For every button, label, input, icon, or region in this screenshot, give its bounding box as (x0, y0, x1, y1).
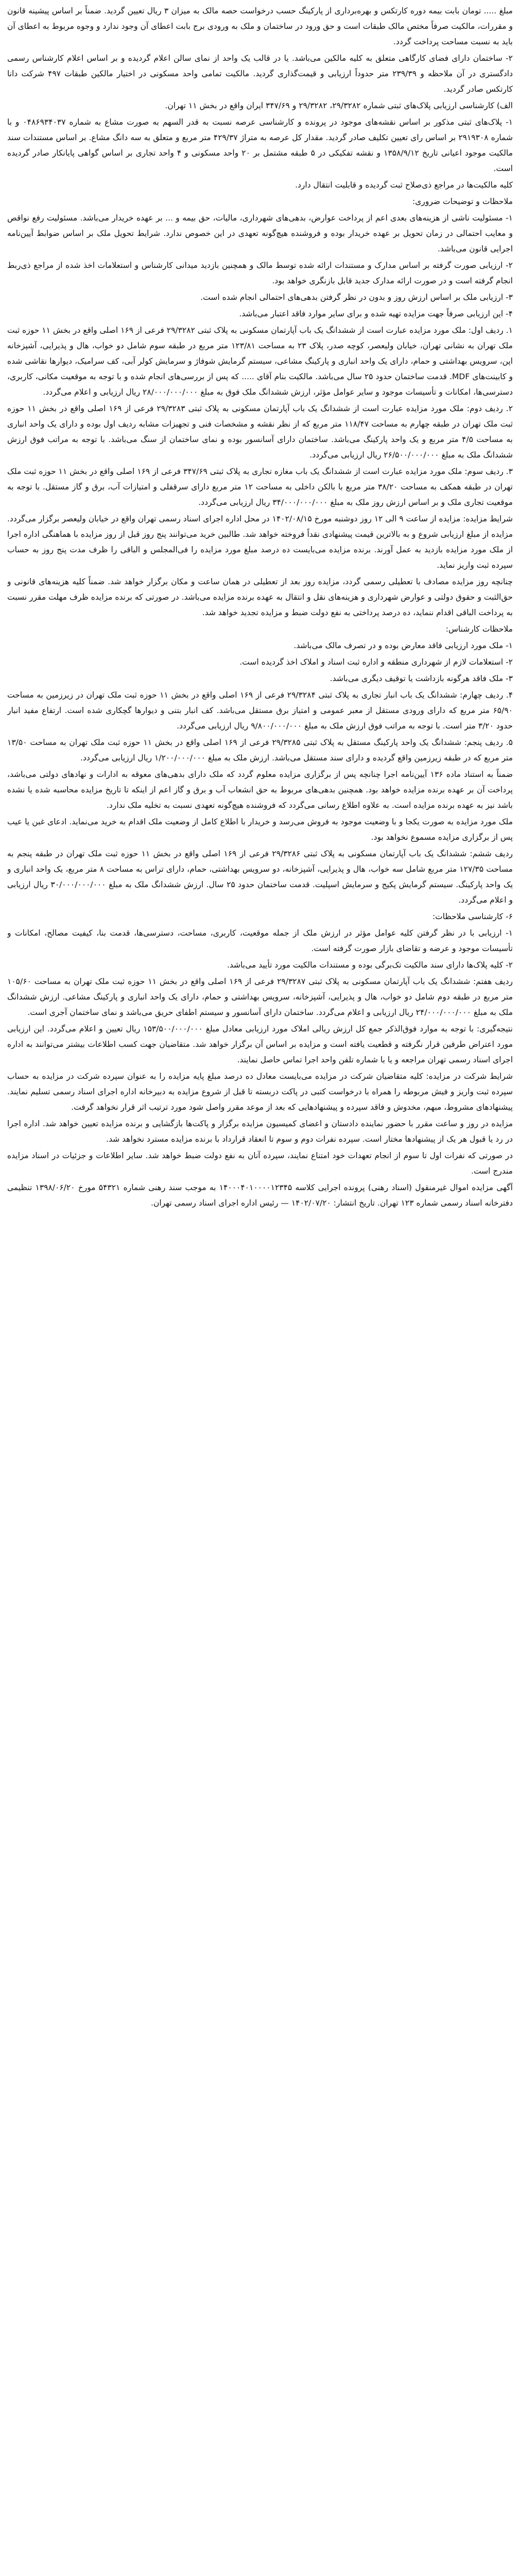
document-body (7, 3, 513, 2576)
paragraph: ۶- کارشناسی ملاحظات: (432, 912, 513, 921)
paragraph: الف) کارشناسی ارزیابی پلاک‌های ثبتی شماره ۲۹/۳۲۸۲، ۲۹/۳۲۸۲ و ۳۴۷/۶۹ ایران واقع در بخش ۱۱ تهران. (165, 101, 513, 110)
paragraph: مزایده در روز و ساعت مقرر با حضور نماینده دادستان و اعضای کمیسیون مزایده برگزار و پاکت‌ها بازگشایی و برنده مزایده تعیین خواهد شد. اداره اجرا در رد یا قبول هر یک از پیشنهادها مختار است. سپرده نفرات دوم و سوم تا انعقاد قرارداد با برنده مزایده مسترد نخواهد شد. (7, 1119, 513, 1144)
paragraph: ردیف ششم: ششدانگ یک باب آپارتمان مسکونی به پلاک ثبتی ۲۹/۳۲۸۶ فرعی از ۱۶۹ اصلی واقع در بخش ۱۱ حوزه ثبت ملک تهران در طبقه پنجم به مساحت ۱۲۷/۳۵ متر مربع شامل سه خواب، هال و پذیرایی، آشپزخانه، دو سرویس بهداشتی، حمام، دارای تراس به مساحت ۸ متر مربع، یک واحد انباری و یک واحد پارکینگ. سیستم گرمایش پکیج و سرمایش اسپلیت. قدمت ساختمان حدود ۲۵ سال. ارزش ششدانگ ملک به مبلغ ۳۰/۰۰۰/۰۰۰/۰۰۰ ریال ارزیابی و اعلام می‌گردد. (7, 849, 513, 905)
paragraph: ملک مورد مزایده به صورت یکجا و با وضعیت موجود به فروش می‌رسد و خریدار با اطلاع کامل از وضعیت ملک اقدام به خرید می‌نماید. ادعای غبن یا عیب پس از برگزاری مزایده مسموع نخواهد بود. (7, 817, 513, 842)
paragraph: چنانچه روز مزایده مصادف با تعطیلی رسمی گردد، مزایده روز بعد از تعطیلی در همان ساعت و مکان برگزار خواهد شد. ضمناً کلیه هزینه‌های قانونی و حق‌الثبت و حقوق دولتی و عوارض شهرداری و هزینه‌های نقل و انتقال به عهده برنده مزایده می‌باشد. در صورتی که برنده مزایده ظرف مهلت مقرر نسبت به پرداخت الباقی اقدام ننماید، ده درصد پرداختی به نفع دولت ضبط و مزایده تجدید خواهد شد. (7, 577, 513, 617)
paragraph: ۱- مسئولیت ناشی از هزینه‌های بعدی اعم از پرداخت عوارض، بدهی‌های شهرداری، مالیات، حق بیمه و ... بر عهده خریدار می‌باشد. مسئولیت رفع نواقص و معایب احتمالی در زمان تحویل بر عهده خریدار بوده و فروشنده هیچ‌گونه تعهدی در این خصوص ندارد. شرایط تحویل ملک بر اساس ضوابط آیین‌نامه اجرایی قانون می‌باشد. (7, 213, 513, 253)
paragraph: ۲- استعلامات لازم از شهرداری منطقه و اداره ثبت اسناد و املاک اخذ گردیده است. (239, 657, 513, 667)
paragraph: آگهی مزایده اموال غیرمنقول (اسناد رهنی) پرونده اجرایی کلاسه ۱۴۰۰۰۴۰۱۰۰۰۰۱۲۳۴۵ به موجب سند رهنی شماره ۵۴۳۲۱ مورخ ۱۳۹۸/۰۶/۲۰ تنظیمی دفترخانه اسناد رسمی شماره ۱۲۳ تهران. تاریخ انتشار: ۱۴۰۲/۰۷/۲۰ — رئیس اداره اجرای اسناد رسمی تهران. (7, 1183, 513, 1208)
paragraph: ملاحظات و توضیحات ضروری: (412, 197, 513, 206)
paragraph: ردیف هفتم: ششدانگ یک باب آپارتمان مسکونی به پلاک ثبتی ۲۹/۳۲۸۷ فرعی از ۱۶۹ اصلی واقع در بخش ۱۱ حوزه ثبت ملک تهران به مساحت ۱۰۵/۶۰ متر مربع در طبقه دوم شامل دو خواب، هال و پذیرایی، آشپزخانه، سرویس بهداشتی و حمام، دارای یک واحد انباری و پارکینگ مشاعی. ارزش ششدانگ ملک به مبلغ ۲۴/۰۰۰/۰۰۰/۰۰۰ ریال ارزیابی و اعلام می‌گردد. ساختمان دارای آسانسور و سیستم اطفای حریق می‌باشد و نمای ساختمان آجری است. (7, 977, 513, 1017)
paragraph: ۲- ساختمان دارای فضای کارگاهی متعلق به کلیه مالکین می‌باشد. یا در قالب یک واحد از نمای سالن اعلام گردیده و بر اساس اعلام کارشناس رسمی دادگستری در آن ملاحظه و ۲۳۹/۳۹ متر حدوداً ارزیابی و قیمت‌گذاری گردید. مالکیت تمامی واحد مسکونی در اختیار مالکین طبقات ۴۹۷ شرکت دانا کارتکس صادر گردید. (7, 54, 513, 94)
paragraph: ۵. ردیف پنجم: ششدانگ یک واحد پارکینگ مستقل به پلاک ثبتی ۲۹/۳۲۸۵ فرعی از ۱۶۹ اصلی واقع در بخش ۱۱ حوزه ثبت ملک تهران به مساحت ۱۳/۵۰ متر مربع که در طبقه زیرزمین واقع گردیده و دارای سند مستقل می‌باشد. ارزش ملک به مبلغ ۱/۲۰۰/۰۰۰/۰۰۰ ریال ارزیابی می‌گردد. (7, 738, 513, 762)
paragraph: ۱- ملک مورد ارزیابی فاقد معارض بوده و در تصرف مالک می‌باشد. (293, 641, 513, 650)
paragraph: ۱- ارزیابی با در نظر گرفتن کلیه عوامل مؤثر در ارزش ملک از جمله موقعیت، کاربری، مساحت، دسترسی‌ها، قدمت بنا، کیفیت مصالح، امکانات و تأسیسات موجود و عرضه و تقاضای بازار صورت گرفته است. (7, 928, 513, 953)
paragraph: ۲. ردیف دوم: ملک مورد مزایده عبارت است از ششدانگ یک باب آپارتمان مسکونی به پلاک ثبتی ۲۹/۳۲۸۳ فرعی از ۱۶۹ اصلی واقع در بخش ۱۱ حوزه ثبت ملک تهران در طبقه چهارم به مساحت ۱۱۸/۴۷ متر مربع که از نظر نقشه و مشخصات فنی و تجهیزات مشابه ردیف اول بوده و دارای یک واحد انباری به مساحت ۴/۵ متر مربع و یک واحد پارکینگ می‌باشد. ساختمان دارای آسانسور بوده و نمای ساختمان از سنگ می‌باشد. با توجه به مراتب فوق ارزش ششدانگ ملک به مبلغ ۲۶/۵۰۰/۰۰۰/۰۰۰ ریال ارزیابی می‌گردد. (7, 404, 513, 460)
paragraph: ۳. ردیف سوم: ملک مورد مزایده عبارت است از ششدانگ یک باب مغازه تجاری به پلاک ثبتی ۳۴۷/۶۹ فرعی از ۱۶۹ اصلی واقع در بخش ۱۱ حوزه ثبت ملک تهران در طبقه همکف به مساحت ۳۸/۲۰ متر مربع با بالکن داخلی به مساحت ۱۲ متر مربع دارای سرقفلی و امتیازات آب، برق و گاز مستقل. با توجه به موقعیت تجاری ملک و بر اساس ارزش روز ملک به مبلغ ۳۴/۰۰۰/۰۰۰/۰۰۰ ریال ارزیابی می‌گردد. (7, 467, 513, 507)
paragraph: ۱. ردیف اول: ملک مورد مزایده عبارت است از ششدانگ یک باب آپارتمان مسکونی به پلاک ثبتی ۲۹/۳۲۸۲ فرعی از ۱۶۹ اصلی واقع در بخش ۱۱ حوزه ثبت ملک تهران به نشانی تهران، خیابان ولیعصر، کوچه صدر، پلاک ۲۳ به مساحت ۱۲۳/۸۱ متر مربع در طبقه سوم شامل دو خواب، هال و پذیرایی، آشپزخانه اپن، سرویس بهداشتی و حمام، دارای یک واحد انباری و پارکینگ مشاعی، سیستم گرمایش شوفاژ و سرمایش کولر آبی، کف سرامیک، دیوارها نقاشی شده و کابینت‌های MDF. قدمت ساختمان حدود ۲۵ سال می‌باشد. مالکیت بنام آقای ..... که پس از بررسی‌های انجام شده و با توجه به موقعیت مکانی، کاربری، دسترسی‌ها، امکانات و تأسیسات موجود و سایر عوامل مؤثر، ارزش ششدانگ ملک فوق به مبلغ ۲۸/۰۰۰/۰۰۰/۰۰۰ ریال ارزیابی و اعلام می‌گردد. (7, 326, 513, 397)
paragraph: در صورتی که نفرات اول تا سوم از انجام تعهدات خود امتناع نمایند، سپرده آنان به نفع دولت ضبط خواهد شد. سایر اطلاعات و جزئیات در اسناد مزایده مندرج است. (7, 1151, 513, 1176)
paragraph: ۲- ارزیابی صورت گرفته بر اساس مدارک و مستندات ارائه شده توسط مالک و همچنین بازدید میدانی کارشناس و استعلامات اخذ شده از مراجع ذی‌ربط انجام گرفته است و در صورت ارائه مدارک جدید قابل بازنگری خواهد بود. (7, 261, 513, 285)
paragraph: ضمناً به استناد ماده ۱۳۶ آیین‌نامه اجرا چنانچه پس از برگزاری مزایده معلوم گردد که ملک دارای بدهی‌های معوقه به ادارات و نهادهای دولتی می‌باشد، پرداخت آن بر عهده برنده مزایده خواهد بود. همچنین بدهی‌های مربوط به حق انشعاب آب و برق و گاز اعم از اینکه تا تاریخ مزایده محاسبه شده یا نشده باشد نیز به عهده برنده مزایده است. به علاوه اطلاع رسانی می‌گردد که فروشنده هیچ‌گونه تعهدی نسبت به تخلیه ملک ندارد. (7, 770, 513, 810)
paragraph: نتیجه‌گیری: با توجه به موارد فوق‌الذکر جمع کل ارزش ریالی املاک مورد ارزیابی معادل مبلغ ۱۵۳/۵۰۰/۰۰۰/۰۰۰ ریال تعیین و اعلام می‌گردد. این ارزیابی مورد اعتراض طرفین قرار نگرفته و قطعیت یافته است و مزایده بر اساس آن برگزار خواهد شد. متقاضیان جهت کسب اطلاعات بیشتر می‌توانند به اداره اجرای اسناد رسمی تهران مراجعه و یا با شماره تلفن واحد اجرا تماس حاصل نمایند. (7, 1024, 513, 1064)
paragraph: شرایط شرکت در مزایده: کلیه متقاضیان شرکت در مزایده می‌بایست معادل ده درصد مبلغ پایه مزایده را به عنوان سپرده شرکت در مزایده به حساب سپرده ثبت واریز و فیش مربوطه را همراه با درخواست کتبی در پاکت دربسته تا قبل از شروع مزایده به دبیرخانه اداره اجرای اسناد رسمی تسلیم نمایند. پیشنهادهای مشروط، مبهم، مخدوش و فاقد سپرده و پیشنهادهایی که بعد از موعد مقرر واصل شود مورد ترتیب اثر قرار نخواهد گرفت. (7, 1072, 513, 1112)
paragraph: ۴- این ارزیابی صرفاً جهت مزایده تهیه شده و برای سایر موارد فاقد اعتبار می‌باشد. (239, 309, 513, 318)
paragraph: ملاحظات کارشناس: (445, 624, 513, 634)
paragraph: کلیه مالکیت‌ها در مراجع ذی‌صلاح ثبت گردیده و قابلیت انتقال دارد. (295, 180, 513, 190)
paragraph: ۲- کلیه پلاک‌ها دارای سند مالکیت تک‌برگی بوده و مستندات مالکیت مورد تأیید می‌باشد. (227, 960, 513, 970)
paragraph: ۱- پلاک‌های ثبتی مذکور بر اساس نقشه‌های موجود در پرونده و کارشناسی عرصه نسبت به قدر السهم به صورت مشاع به شماره ۰۴۸۶۹۳۴۰۳۷ و با شماره ۲۹۱۹۳۰۸ بر اساس رای تعیین تکلیف صادر گردید. مقدار کل عرصه به متراژ ۴۲۹/۳۷ متر مربع و متعلق به سه دانگ مشاع. بر اساس مستندات سند مالکیت موجود اعیانی تاریخ ۱۳۵۸/۹/۱۲ و نقشه تفکیکی در ۵ طبقه مشتمل بر ۲۰ واحد مسکونی و ۴ واحد تجاری بر اساس گواهی پایانکار صادر گردیده است. (7, 117, 513, 173)
paragraph: ۴. ردیف چهارم: ششدانگ یک باب انبار تجاری به پلاک ثبتی ۲۹/۳۲۸۴ فرعی از ۱۶۹ اصلی واقع در بخش ۱۱ حوزه ثبت ملک تهران در زیرزمین به مساحت ۶۵/۹۰ متر مربع که دارای ورودی مستقل از معبر عمومی و امتیاز برق مستقل می‌باشد. کف انبار بتنی و دیوارها گچکاری شده است. ارتفاع مفید انبار حدود ۳/۲۰ متر است. با توجه به مراتب فوق ارزش ملک به مبلغ ۹/۸۰۰/۰۰۰/۰۰۰ ریال ارزیابی می‌گردد. (7, 690, 513, 731)
paragraph: ۳- ارزیابی ملک بر اساس ارزش روز و بدون در نظر گرفتن بدهی‌های احتمالی انجام شده است. (200, 293, 513, 302)
paragraph: مبلغ ..... تومان بابت بیمه دوره کارتکس و بهره‌برداری از پارکینگ حسب درخواست حصه مالک به میزان ۳ ریال تعیین گردید. ضمناً بر اساس پیشینه قانون و مقررات، مالکیت صرفاً مختص مالک طبقات است و حق ورود در ساختمان و ملک به ورودی برج بابت اعطای آن وجود ندارد و وجوه مربوط به اعطای آن باید به نسبت مساحت پرداخت گردد. (7, 6, 513, 46)
paragraph: شرایط مزایده: مزایده از ساعت ۹ الی ۱۲ روز دوشنبه مورخ ۱۴۰۲/۰۸/۱۵ در محل اداره اجرای اسناد رسمی تهران واقع در خیابان ولیعصر برگزار می‌گردد. مزایده از مبلغ ارزیابی شروع و به بالاترین قیمت پیشنهادی نقداً فروخته خواهد شد. طالبین خرید می‌توانند پنج روز قبل از روز مزایده با هماهنگی اداره اجرا از ملک مورد مزایده بازدید به عمل آورند. برنده مزایده می‌بایست ده درصد مبلغ مورد مزایده را فی‌المجلس و الباقی را ظرف مدت پنج روز به حساب سپرده ثبت واریز نماید. (7, 514, 513, 570)
paragraph: ۳- ملک فاقد هرگونه بازداشت یا توقیف دیگری می‌باشد. (330, 674, 513, 683)
